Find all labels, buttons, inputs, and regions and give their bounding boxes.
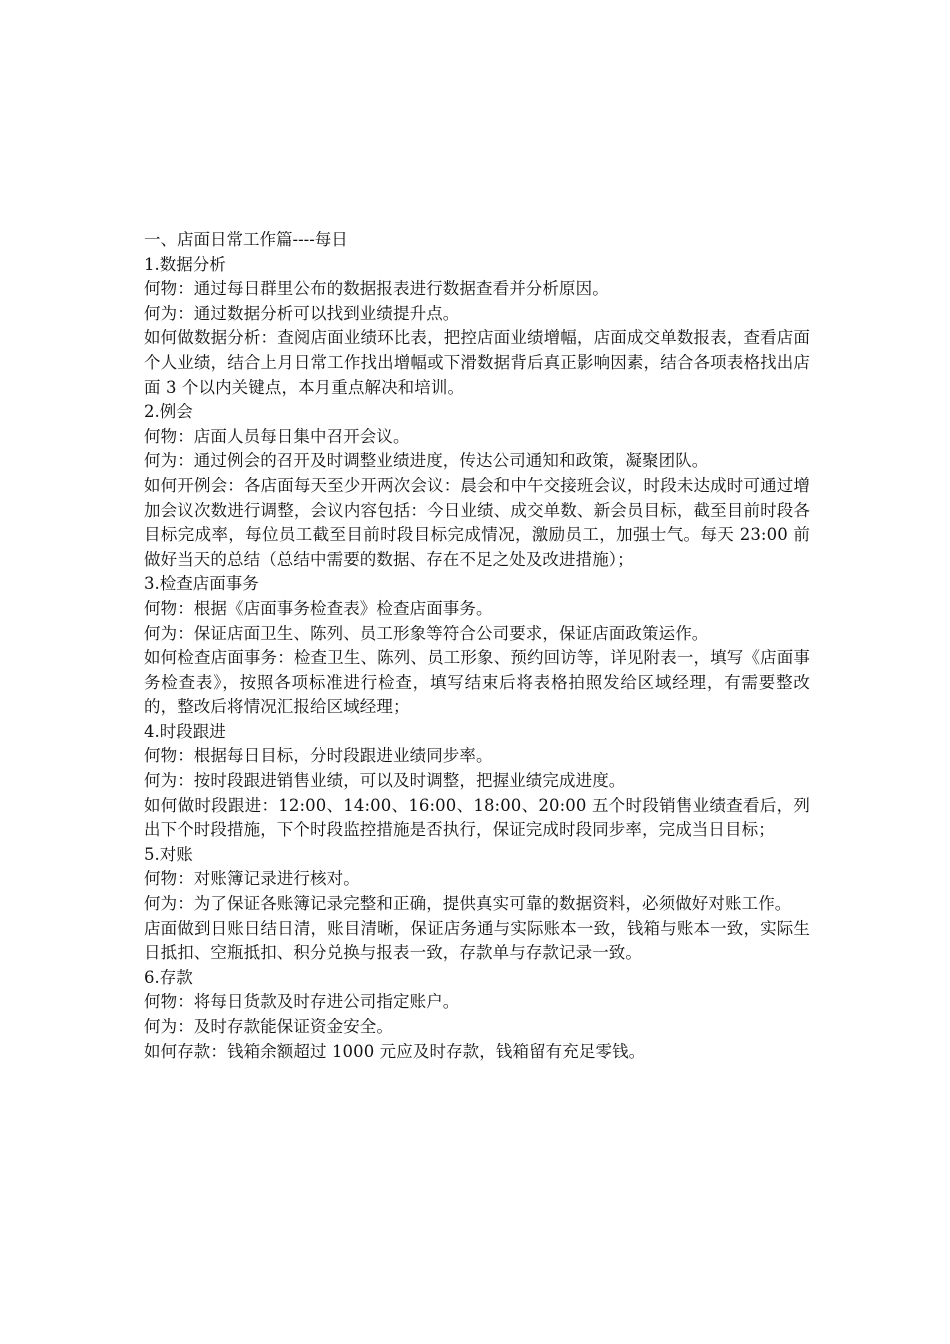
section-how: 如何开例会：各店面每天至少开两次会议：晨会和中午交接班会议，时段未达成时可通过增加会议次数进行调整，会议内容包括：今日业绩、成交单数、新会员目标，截至目前时段各目标完成率，每位员工截至目前时段目标完成情况，激励员工，加强士气。每天 23:00 前做好当天的总结（总结中需要的数据、存在不足之处及改进措施）； <box>144 475 810 569</box>
section-heading: 3.检查店面事务 <box>144 574 259 594</box>
section-why: 何为：通过例会的召开及时调整业绩进度，传达公司通知和政策，凝聚团队。 <box>144 451 709 471</box>
section-heading: 1.数据分析 <box>144 254 226 274</box>
section-what: 何物：根据每日目标，分时段跟进业绩同步率。 <box>144 746 493 766</box>
section-how: 店面做到日账日结日清，账目清晰，保证店务通与实际账本一致，钱箱与账本一致，实际生日抵扣、空瓶抵扣、积分兑换与报表一致，存款单与存款记录一致。 <box>144 918 810 963</box>
document-title: 一、店面日常工作篇----每日 <box>144 230 348 249</box>
section-what: 何物：对账簿记录进行核对。 <box>144 869 360 889</box>
section-why: 何为：为了保证各账簿记录完整和正确，提供真实可靠的数据资料，必须做好对账工作。 <box>144 894 792 914</box>
section-what: 何物：将每日货款及时存进公司指定账户。 <box>144 992 460 1012</box>
section-heading: 5.对账 <box>144 844 193 864</box>
section-how: 如何做时段跟进：12:00、14:00、16:00、18:00、20:00 五个时段销售业绩查看后，列出下个时段措施，下个时段监控措施是否执行，保证完成时段同步率，完成当日目标； <box>144 795 810 840</box>
section-why: 何为：通过数据分析可以找到业绩提升点。 <box>144 303 460 323</box>
section-store-inspection <box>144 572 810 720</box>
section-what: 何物：根据《店面事务检查表》检查店面事务。 <box>144 598 493 618</box>
section-why: 何为：按时段跟进销售业绩，可以及时调整，把握业绩完成进度。 <box>144 771 626 791</box>
section-time-tracking <box>144 720 810 843</box>
section-deposit <box>144 966 810 1064</box>
section-why: 何为：及时存款能保证资金安全。 <box>144 1017 393 1036</box>
section-why: 何为：保证店面卫生、陈列、员工形象等符合公司要求，保证店面政策运作。 <box>144 623 709 643</box>
section-how: 如何存款：钱箱余额超过 1000 元应及时存款，钱箱留有充足零钱。 <box>144 1041 646 1061</box>
section-heading: 4.时段跟进 <box>144 721 226 741</box>
section-reconciliation <box>144 843 810 966</box>
section-how: 如何检查店面事务：检查卫生、陈列、员工形象、预约回访等，详见附表一，填写《店面事务检查表》，按照各项标准进行检查，填写结束后将表格拍照发给区域经理，有需要整改的，整改后将情况汇报给区域经理； <box>144 648 810 717</box>
section-heading: 6.存款 <box>144 967 193 987</box>
section-what: 何物：店面人员每日集中召开会议。 <box>144 426 410 446</box>
section-meeting <box>144 400 810 572</box>
section-how: 如何做数据分析：查阅店面业绩环比表，把控店面业绩增幅，店面成交单数报表，查看店面个人业绩，结合上月日常工作找出增幅或下滑数据背后真正影响因素，结合各项表格找出店面 3 个以内关键点，本月重点解决和培训。 <box>144 328 810 397</box>
section-heading: 2.例会 <box>144 402 193 422</box>
section-data-analysis <box>144 253 810 401</box>
section-what: 何物：通过每日群里公布的数据报表进行数据查看并分析原因。 <box>144 279 609 299</box>
document-body <box>144 228 810 1064</box>
